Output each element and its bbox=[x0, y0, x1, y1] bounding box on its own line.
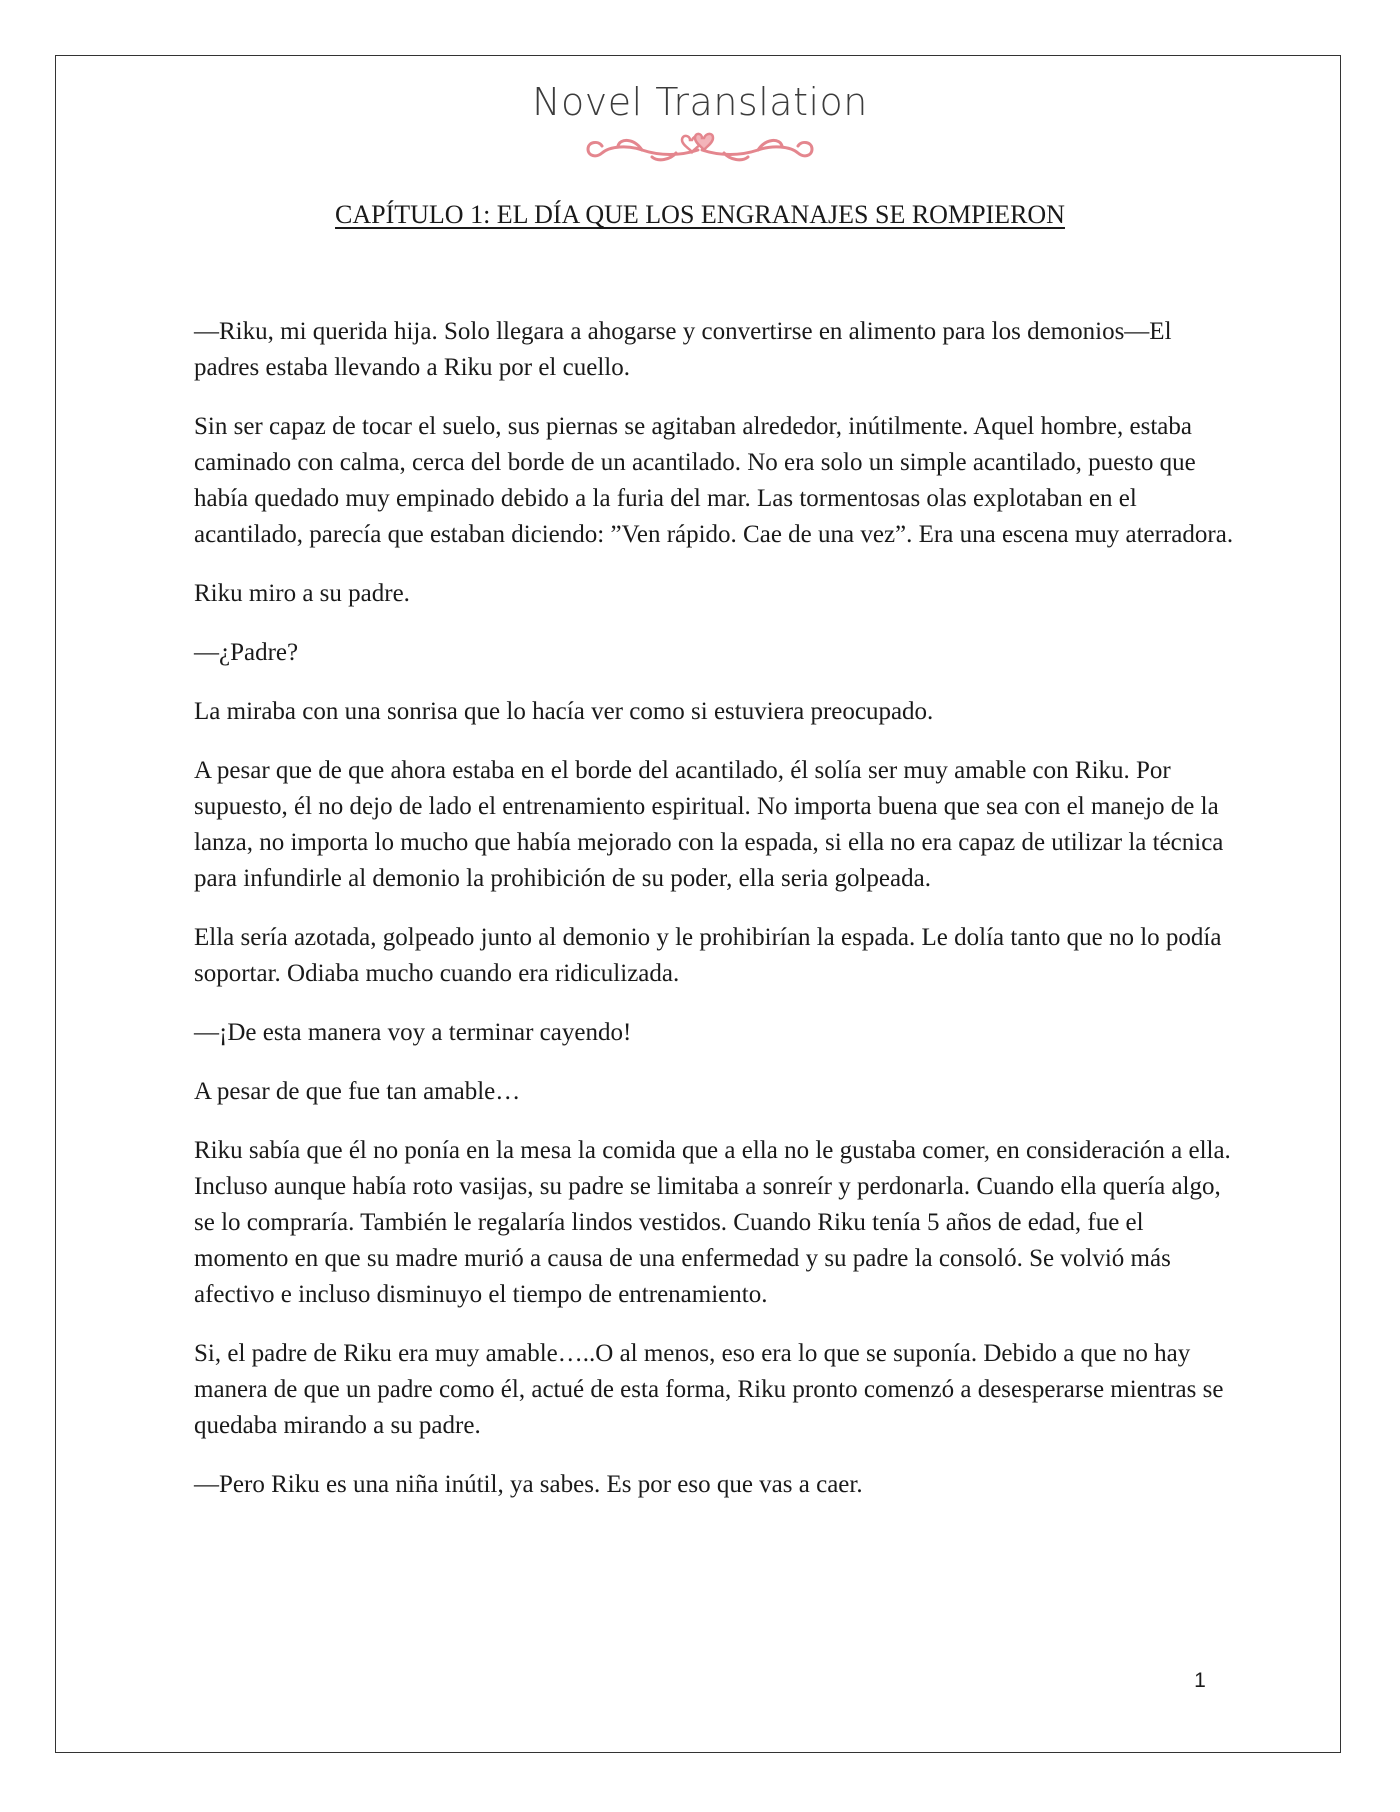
paragraph: Sin ser capaz de tocar el suelo, sus piernas se agitaban alrededor, inútilmente. Aquel hombre, estaba caminado con calma, cerca del borde de un acantilado. No era solo un simple acantilado, puesto que había quedado muy empinado debido a la furia del mar. Las tormentosas olas explotaban en el acantilado, parecía que estaban diciendo: ”Ven rápido. Cae de una vez”. Era una escena muy aterradora. bbox=[194, 413, 1234, 548]
paragraph: —Riku, mi querida hija. Solo llegara a ahogarse y convertirse en alimento para los demonios—El padres estaba llevando a Riku por el cuello. bbox=[194, 318, 1172, 381]
paragraph: Si, el padre de Riku era muy amable…..O al menos, eso era lo que se suponía. Debido a que no hay manera de que un padre como él, actué de esta forma, Riku pronto comenzó a desesperarse mientras se quedaba mirando a su padre. bbox=[194, 1340, 1224, 1439]
paragraph: A pesar de que fue tan amable… bbox=[194, 1078, 521, 1105]
paragraph: Riku miro a su padre. bbox=[194, 580, 410, 607]
paragraph: La miraba con una sonrisa que lo hacía ver como si estuviera preocupado. bbox=[194, 698, 934, 725]
chapter-body bbox=[194, 314, 1234, 1526]
paragraph: —¿Padre? bbox=[194, 639, 299, 666]
chapter-title: CAPÍTULO 1: EL DÍA QUE LOS ENGRANAJES SE ROMPIERON bbox=[335, 200, 1065, 229]
page-number: 1 bbox=[1194, 1669, 1206, 1692]
paragraph: A pesar que de que ahora estaba en el borde del acantilado, él solía ser muy amable con Riku. Por supuesto, él no dejo de lado el entrenamiento espiritual. No importa buena que sea con el manejo de la lanza, no importa lo mucho que había mejorado con la espada, si ella no era capaz de utilizar la técnica para infundirle al demonio la prohibición de su poder, ella seria golpeada. bbox=[194, 757, 1224, 892]
paragraph: —Pero Riku es una niña inútil, ya sabes. Es por eso que vas a caer. bbox=[194, 1471, 863, 1498]
paragraph: Ella sería azotada, golpeado junto al demonio y le prohibirían la espada. Le dolía tanto que no lo podía soportar. Odiaba mucho cuando era ridiculizada. bbox=[194, 924, 1222, 987]
site-logo bbox=[0, 80, 1400, 166]
paragraph: —¡De esta manera voy a terminar cayendo! bbox=[194, 1019, 632, 1046]
heart-scroll-ornament-icon bbox=[580, 126, 820, 166]
paragraph: Riku sabía que él no ponía en la mesa la comida que a ella no le gustaba comer, en consideración a ella. Incluso aunque había roto vasijas, su padre se limitaba a sonreír y perdonarla. Cuando ella quería algo, se lo compraría. También le regalaría lindos vestidos. Cuando Riku tenía 5 años de edad, fue el momento en que su madre murió a causa de una enfermedad y su padre la consoló. Se volvió más afectivo e incluso disminuyo el tiempo de entrenamiento. bbox=[194, 1137, 1231, 1308]
logo-text: Novel Translation bbox=[532, 80, 868, 124]
